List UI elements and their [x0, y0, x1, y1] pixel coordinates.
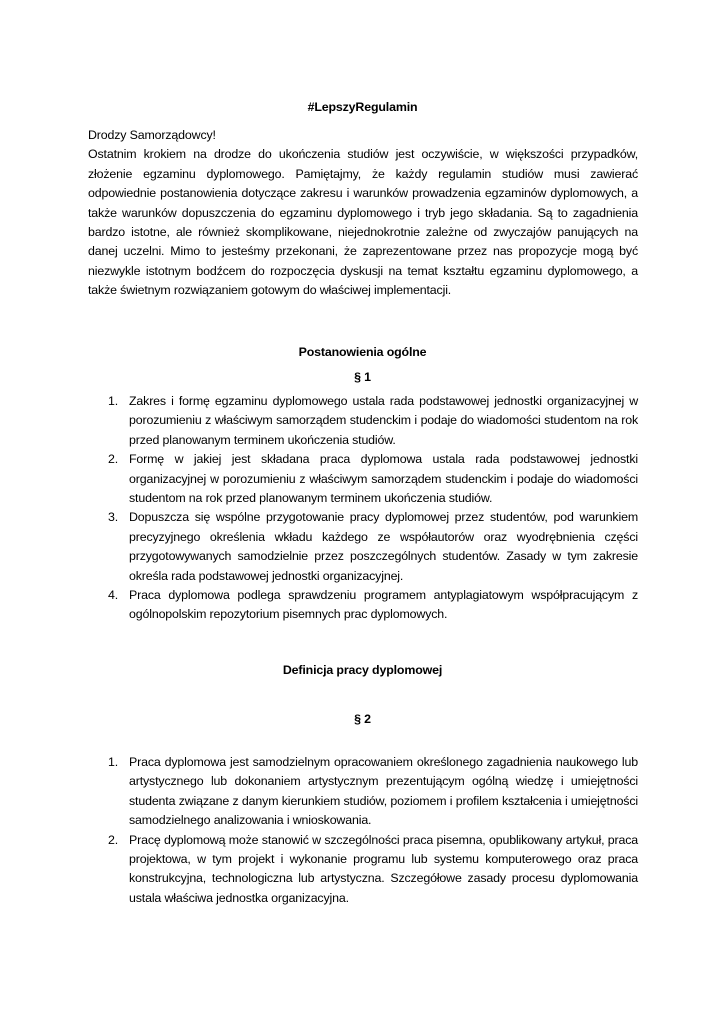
list-item	[88, 753, 638, 831]
list-item	[88, 392, 638, 450]
paragraph-mark-2: § 2	[354, 712, 371, 726]
section1-list	[88, 392, 638, 625]
list-item	[88, 450, 638, 508]
paragraph-mark-1: § 1	[354, 370, 371, 384]
list-item-text: Dopuszcza się wspólne przygotowanie pracy dyplomowej przez studentów, pod warunkiem precyzyjnego określenia wkładu każdego ze współautorów oraz wyodrębnienia części przygotowywanych samodzielnie przez poszczególnych studentów. Zasady w tym zakresie określa rada podstawowej jednostki organizacyjnej.	[129, 510, 638, 583]
list-item-number: 2.	[108, 832, 119, 847]
section2-list	[88, 753, 638, 908]
list-item-number: 3.	[108, 510, 119, 525]
list-item	[88, 586, 638, 625]
intro-section	[88, 126, 638, 301]
section-heading-thesis-definition: Definicja pracy dyplomowej	[282, 663, 443, 677]
list-item	[88, 831, 638, 909]
list-item-number: 1.	[108, 394, 119, 408]
list-item-number: 1.	[108, 755, 119, 769]
list-item-text: Praca dyplomowa podlega sprawdzeniu programem antyplagiatowym współpracującym z ogólnopolskim repozytorium pisemnych prac dyplomowych.	[129, 588, 638, 622]
list-item-text: Pracę dyplomową może stanowić w szczególności praca pisemna, opublikowany artykuł, praca projektowa, w tym projekt i wykonanie programu lub systemu komputerowego oraz praca konstrukcyjna, technologiczna lub artystyczna. Szczegółowe zasady procesu dyplomowania ustala właściwa jednostka organizacyjna.	[129, 832, 638, 905]
document-title: #LepszyRegulamin	[307, 100, 418, 114]
intro-paragraph: Ostatnim krokiem na drodze do ukończenia studiów jest oczywiście, w większości przypadków, złożenie egzaminu dyplomowego. Pamiętajmy, że każdy regulamin studiów musi zawierać odpowiednie postanowienia dotyczące zakresu i warunków prowadzenia egzaminów dyplomowych, a także warunków dopuszczenia do egzaminu dyplomowego i tryb jego składania. Są to zagadnienia bardzo istotne, ale również skomplikowane, niejednokrotnie zależne od zwyczajów panujących na danej uczelni. Mimo to jesteśmy przekonani, że zaprezentowane przez nas propozycje mogą być niezwykle istotnym bodźcem do rozpoczęcia dyskusji na temat kształtu egzaminu dyplomowego, a także świetnym rozwiązaniem gotowym do właściwej implementacji.	[88, 147, 638, 298]
list-item	[88, 508, 638, 586]
list-item-text: Praca dyplomowa jest samodzielnym opracowaniem określonego zagadnienia naukowego lub artystycznego lub dokonaniem artystycznym prezentującym ogólną wiedzę i umiejętności studenta związane z danym kierunkiem studiów, poziomem i profilem kształcenia i umiejętności samodzielnego analizowania i wnioskowania.	[129, 755, 638, 828]
list-item-number: 4.	[108, 588, 119, 603]
list-item-number: 2.	[108, 452, 119, 467]
list-item-text: Formę w jakiej jest składana praca dyplomowa ustala rada podstawowej jednostki organizacyjnej w porozumieniu z właściwym samorządem studenckim i podaje do wiadomości studentom na rok przed planowanym terminem ukończenia studiów.	[129, 452, 638, 506]
list-item-text: Zakres i formę egzaminu dyplomowego ustala rada podstawowej jednostki organizacyjnej w porozumieniu z właściwym samorządem studenckim i podaje do wiadomości studentom na rok przed planowanym terminem ukończenia studiów.	[129, 394, 638, 447]
greeting: Drodzy Samorządowcy!	[88, 128, 216, 142]
section-heading-general: Postanowienia ogólne	[298, 345, 427, 359]
